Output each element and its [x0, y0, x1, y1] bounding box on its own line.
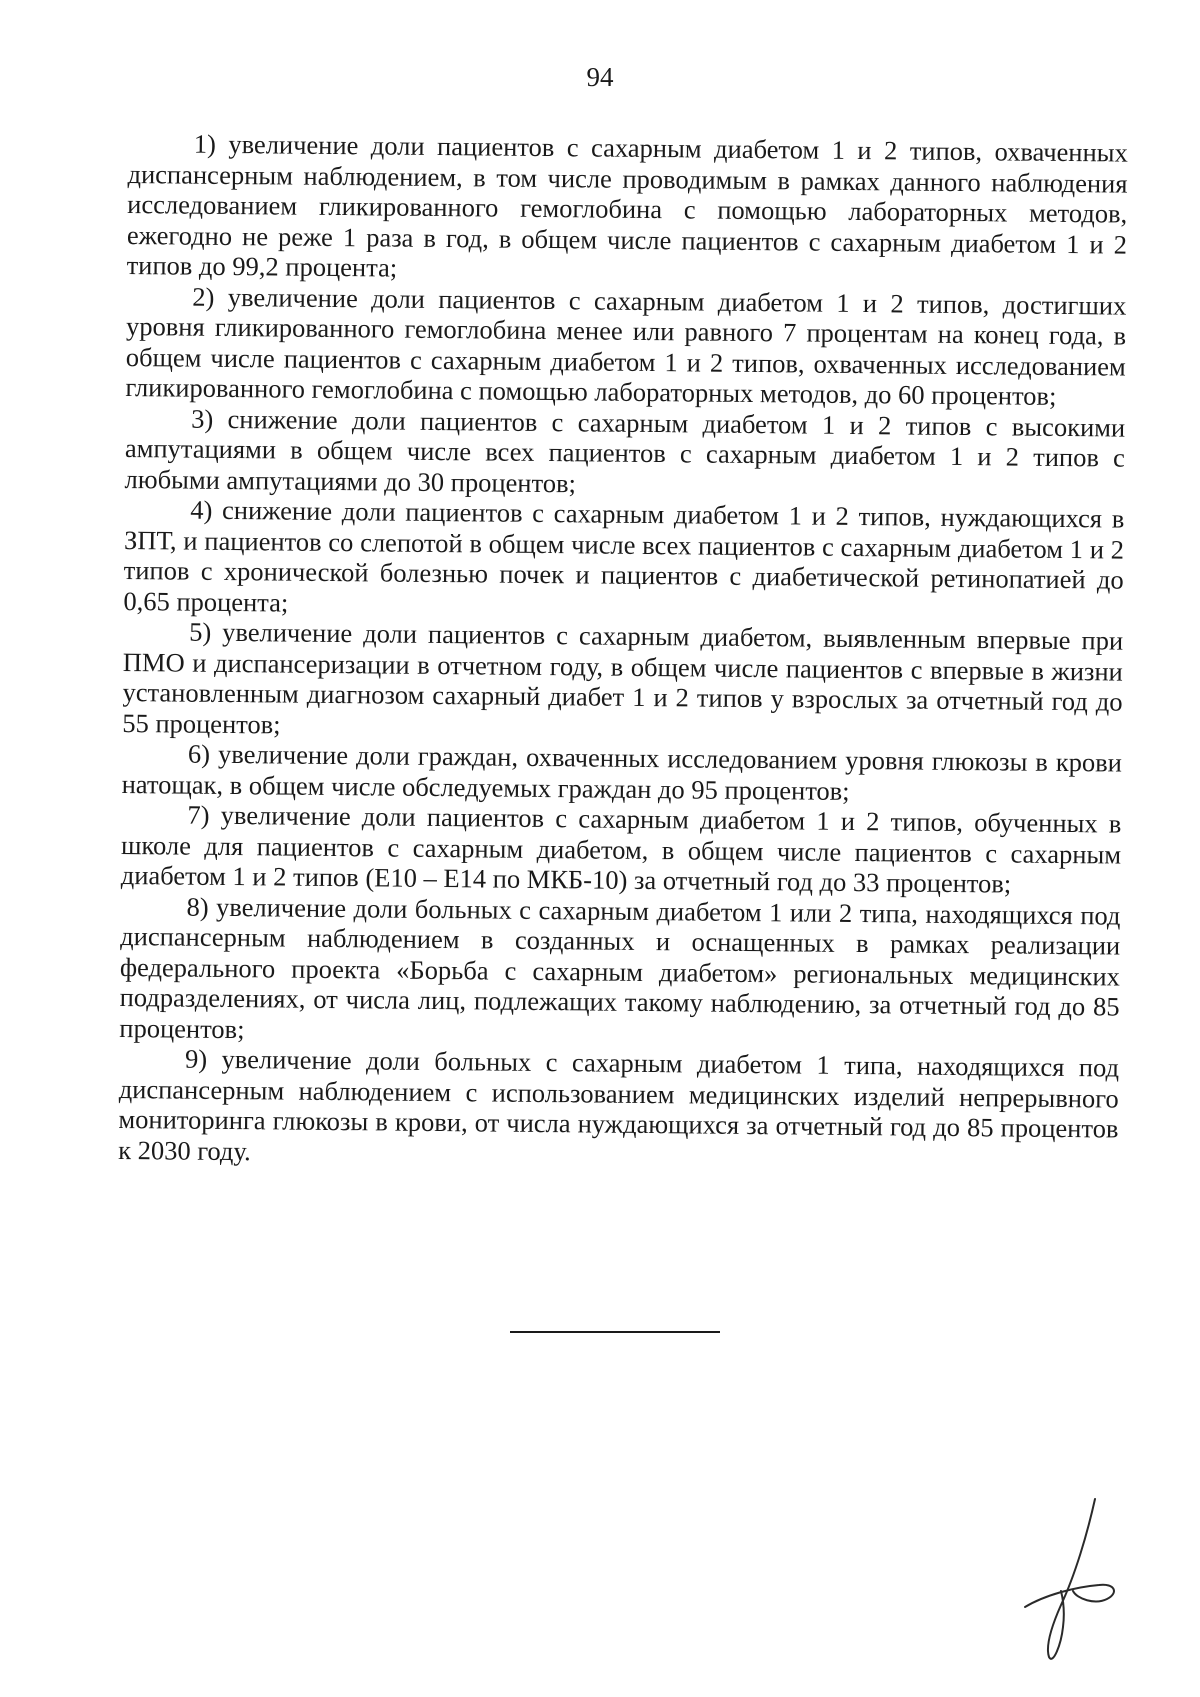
list-item: 6) увеличение доли граждан, охваченных исследованием уровня глюкозы в крови натощак, в общем числе обследуемых граждан до 95 процентов; [121, 738, 1123, 806]
list-item: 7) увеличение доли пациентов с сахарным диабетом 1 и 2 типов, обученных в школе для пациентов с сахарным диабетом, в общем числе пациентов с сахарным диабетом 1 и 2 типов (Е10 – Е14 по МКБ-10) за отчетный год до 33 процентов; [120, 799, 1122, 899]
list-item: 2) увеличение доли пациентов с сахарным диабетом 1 и 2 типов, достигших уровня гликированного гемоглобина менее или равного 7 процентам на конец года, в общем числе пациентов с сахарным диабетом 1 и 2 типов, охваченных исследованием гликированного гемоглобина с помощью лабораторных методов, до 60 процентов; [125, 281, 1127, 411]
signature-icon [1015, 1495, 1125, 1665]
page-number: 94 [586, 62, 614, 92]
list-item: 4) снижение доли пациентов с сахарным диабетом 1 и 2 типов, нуждающихся в ЗПТ, и пациентов со слепотой в общем числе всех пациентов с сахарным диабетом 1 и 2 типов с хронической болезнью почек и пациентов с диабетической ретинопатией до 0,65 процента; [123, 494, 1125, 618]
end-divider [510, 1331, 720, 1333]
list-item: 9) увеличение доли больных с сахарным диабетом 1 типа, находящихся под диспансерным наблюдением с использованием медицинских изделий непрерывного мониторинга глюкозы в крови, от числа нуждающихся за отчетный год до 85 процентов к 2030 году. [118, 1043, 1120, 1166]
list-item: 1) увеличение доли пациентов с сахарным диабетом 1 и 2 типов, охваченных диспансерным наблюдением, в том числе проводимым в рамках данного наблюдения исследованием гликированного гемоглобина с помощью лабораторных методов, ежегодно не реже 1 раза в год, в общем числе пациентов с сахарным диабетом 1 и 2 типов до 99,2 процента; [126, 128, 1128, 283]
list-item: 3) снижение доли пациентов с сахарным диабетом 1 и 2 типов с высокими ампутациями в общем числе всех пациентов с сахарным диабетом 1 и 2 типов с любыми ампутациями до 30 процентов; [124, 403, 1126, 498]
list-item: 5) увеличение доли пациентов с сахарным диабетом, выявленным впервые при ПМО и диспансеризации в отчетном году, в общем числе пациентов с впервые в жизни установленным диагнозом сахарный диабет 1 и 2 типов у взрослых за отчетный год до 55 процентов; [122, 616, 1124, 739]
list-item: 8) увеличение доли больных с сахарным диабетом 1 или 2 типа, находящихся под диспансерным наблюдением в созданных и оснащенных в рамках реализации федерального проекта «Борьба с сахарным диабетом» региональных медицинских подразделениях, от числа лиц, подлежащих такому наблюдению, за отчетный год до 85 процентов; [119, 891, 1121, 1044]
document-body [118, 128, 1128, 1175]
